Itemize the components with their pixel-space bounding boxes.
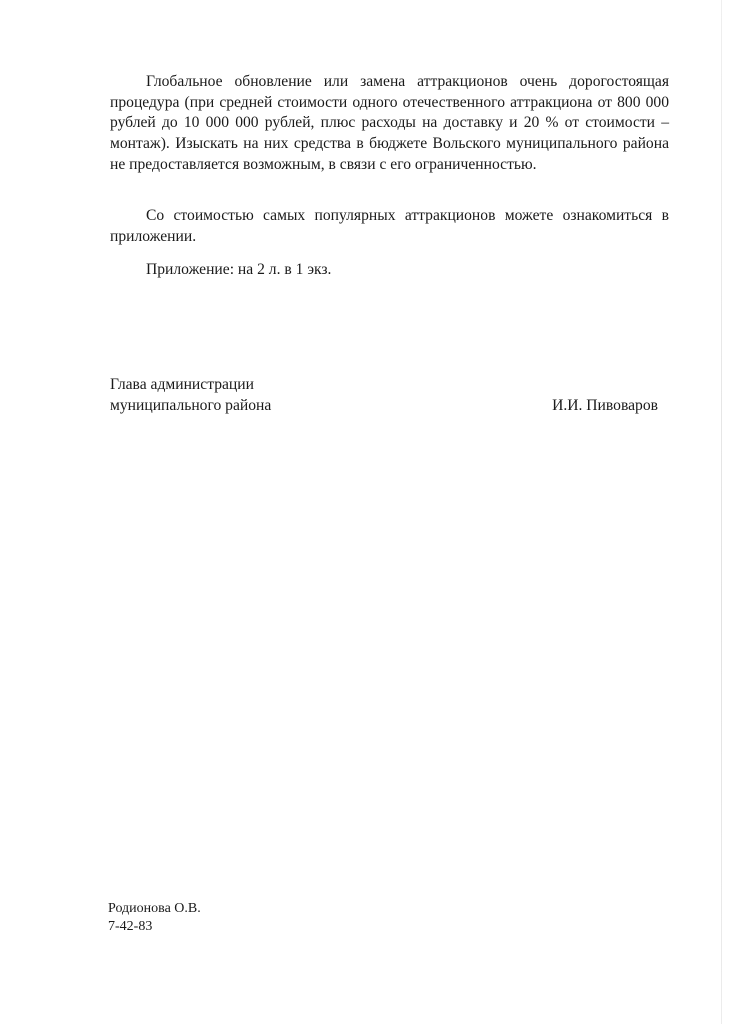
paragraph-cost-explanation: Глобальное обновление или замена аттракционов очень дорогостоящая процедура (при средней стоимости одного отечественного аттракциона от 800 000 рублей до 10 000 000 рублей, плюс расходы на доставку и 20 % от стоимости – монтаж). Изыскать на них средства в бюджете Вольского муниципального района не предоставляется возможным, в связи с его ограниченностью. [110,73,669,173]
signatory-position-line-2: муниципального района [110,397,272,414]
executor-name: Родионова О.В. [108,901,201,916]
signature-block [110,374,658,416]
executor-phone: 7-42-83 [108,919,153,934]
executor-footer [108,900,201,936]
signatory-position-line-1: Глава администрации [110,376,254,393]
scan-edge-line [721,0,722,1024]
paragraph-appendix-reference: Со стоимостью самых популярных аттракционов можете ознакомиться в приложении. [110,207,669,245]
paragraph-attachment-note: Приложение: на 2 л. в 1 экз. [146,261,332,278]
signatory-name: И.И. Пивоваров [552,397,658,414]
